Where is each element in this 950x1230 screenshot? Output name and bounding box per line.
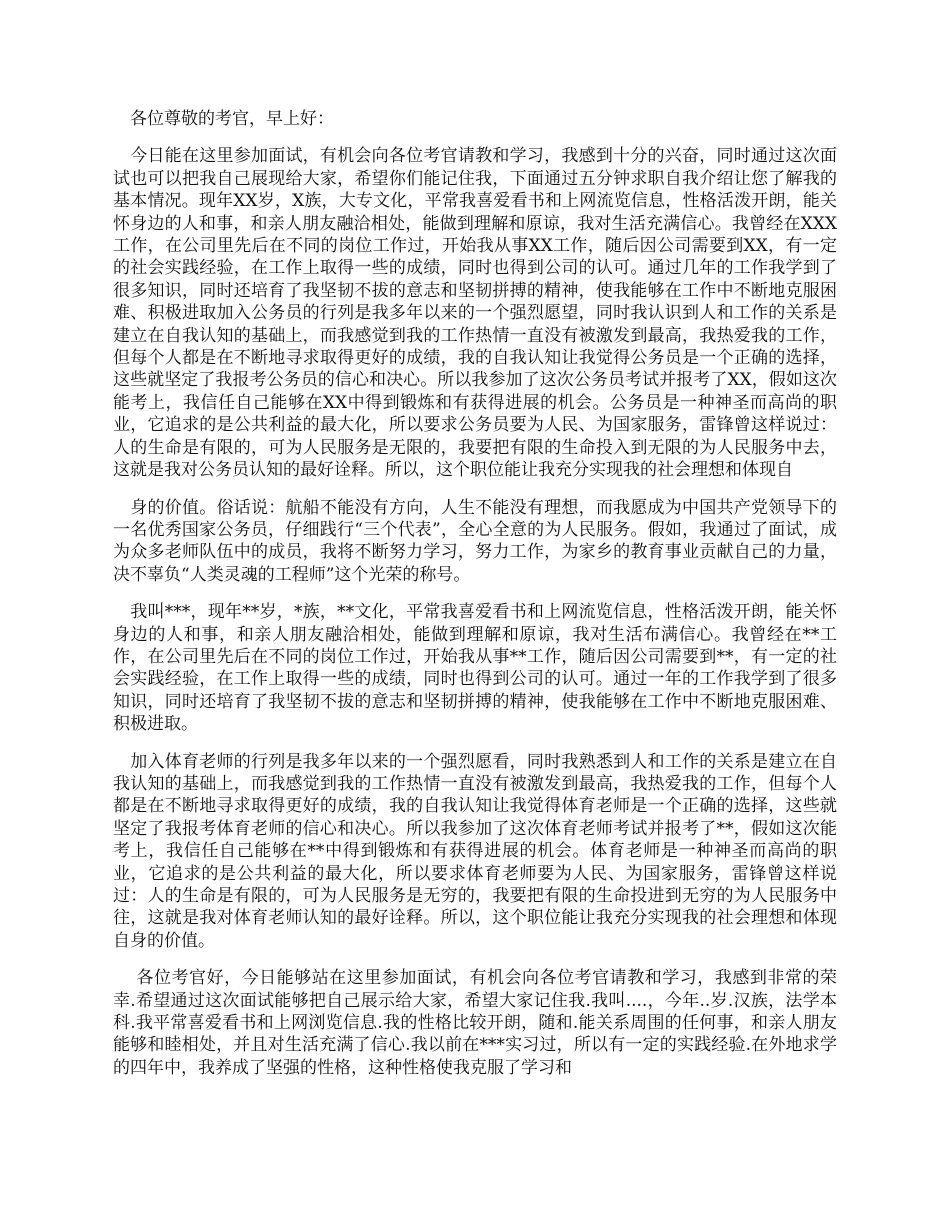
- paragraph-4: 加入体育老师的行列是我多年以来的一个强烈愿看，同时我熟悉到人和工作的关系是建立在自我认知的基础上，而我感觉到我的工作热情一直没有被激发到最高，我热爱我的工作，但每个人都是在不断地寻求取得更好的成绩，我的自我认知让我觉得体育老师是一个正确的选择，这些就坚定了我报考体育老师的信心和决心。所以我参加了这次体育老师考试并报考了**，假如这次能考上，我信任自己能够在**中得到锻炼和有获得进展的机会。体育老师是一种神圣而高尚的职业，它追求的是公共利益的最大化，所以要求体育老师要为人民、为国家服务，雷锋曾这样说过：人的生命是有限的，可为人民服务是无穷的，我要把有限的生命投进到无穷的为人民服务中往，这就是我对体育老师认知的最好诠释。所以，这个职位能让我充分实现我的社会理想和体现自身的价值。: [113, 751, 837, 951]
- paragraph-2: 身的价值。俗话说：航船不能没有方向，人生不能没有理想，而我愿成为中国共产党领导下的一名优秀国家公务员，仔细践行“三个代表”，全心全意的为人民服务。假如，我通过了面试，成为众多老师队伍中的成员，我将不断努力学习，努力工作，为家乡的教育事业贡献自己的力量，决不辜负“人类灵魂的工程师”这个光荣的称号。: [113, 497, 837, 585]
- paragraph-1: 今日能在这里参加面试，有机会向各位考官请教和学习，我感到十分的兴奋，同时通过这次面试也可以把我自己展现给大家，希望你们能记住我，下面通过五分钟求职自我介绍让您了解我的基本情况。现年XX岁，X族，大专文化，平常我喜爱看书和上网流览信息，性格活泼开朗，能关怀身边的人和事，和亲人朋友融洽相处，能做到理解和原谅，我对生活充满信心。我曾经在XXX工作，在公司里先后在不同的岗位工作过，开始我从事XX工作，随后因公司需要到XX，有一定的社会实践经验，在工作上取得一些的成绩，同时也得到公司的认可。通过几年的工作我学到了很多知识，同时还培育了我坚韧不拔的意志和坚韧拼搏的精神，使我能够在工作中不断地克服困难、积极进取加入公务员的行列是我多年以来的一个强烈愿望，同时我认识到人和工作的关系是建立在自我认知的基础上，而我感觉到我的工作热情一直没有被激发到最高，我热爱我的工作，但每个人都是在不断地寻求取得更好的成绩，我的自我认知让我觉得公务员是一个正确的选择，这些就坚定了我报考公务员的信心和决心。所以我参加了这次公务员考试并报考了XX，假如这次能考上，我信任自己能够在XX中得到锻炼和有获得进展的机会。公务员是一种神圣而高尚的职业，它追求的是公共利益的最大化，所以要求公务员要为人民、为国家服务，雷锋曾这样说过：人的生命是有限的，可为人民服务是无限的，我要把有限的生命投入到无限的为人民服务中去，这就是我对公务员认知的最好诠释。所以，这个职位能让我充分实现我的社会理想和体现自: [113, 146, 837, 481]
- paragraph-3: 我叫***，现年**岁，*族，**文化，平常我喜爱看书和上网流览信息，性格活泼开朗，能关怀身边的人和事，和亲人朋友融洽相处，能做到理解和原谅，我对生活布满信心。我曾经在**工作，在公司里先后在不同的岗位工作过，开始我从事**工作，随后因公司需要到**，有一定的社会实践经验，在工作上取得一些的成绩，同时也得到公司的认可。通过一年的工作我学到了很多知识，同时还培育了我坚韧不拔的意志和坚韧拼搏的精神，使我能够在工作中不断地克服困难、积极进取。: [113, 602, 837, 735]
- greeting-paragraph: 各位尊敬的考官，早上好：: [113, 109, 334, 129]
- paragraph-5: 各位考官好，今日能够站在这里参加面试，有机会向各位考官请教和学习，我感到非常的荣幸.希望通过这次面试能够把自己展示给大家，希望大家记住我.我叫....，今年..岁.汉族，法学本科.我平常喜爱看书和上网浏览信息.我的性格比较开朗，随和.能关系周围的任何事，和亲人朋友能够和睦相处，并且对生活充满了信心.我以前在***实习过，所以有一定的实践经验.在外地求学的四年中，我养成了坚强的性格，这种性格使我克服了学习和: [113, 968, 837, 1078]
- document-body: [113, 108, 837, 1094]
